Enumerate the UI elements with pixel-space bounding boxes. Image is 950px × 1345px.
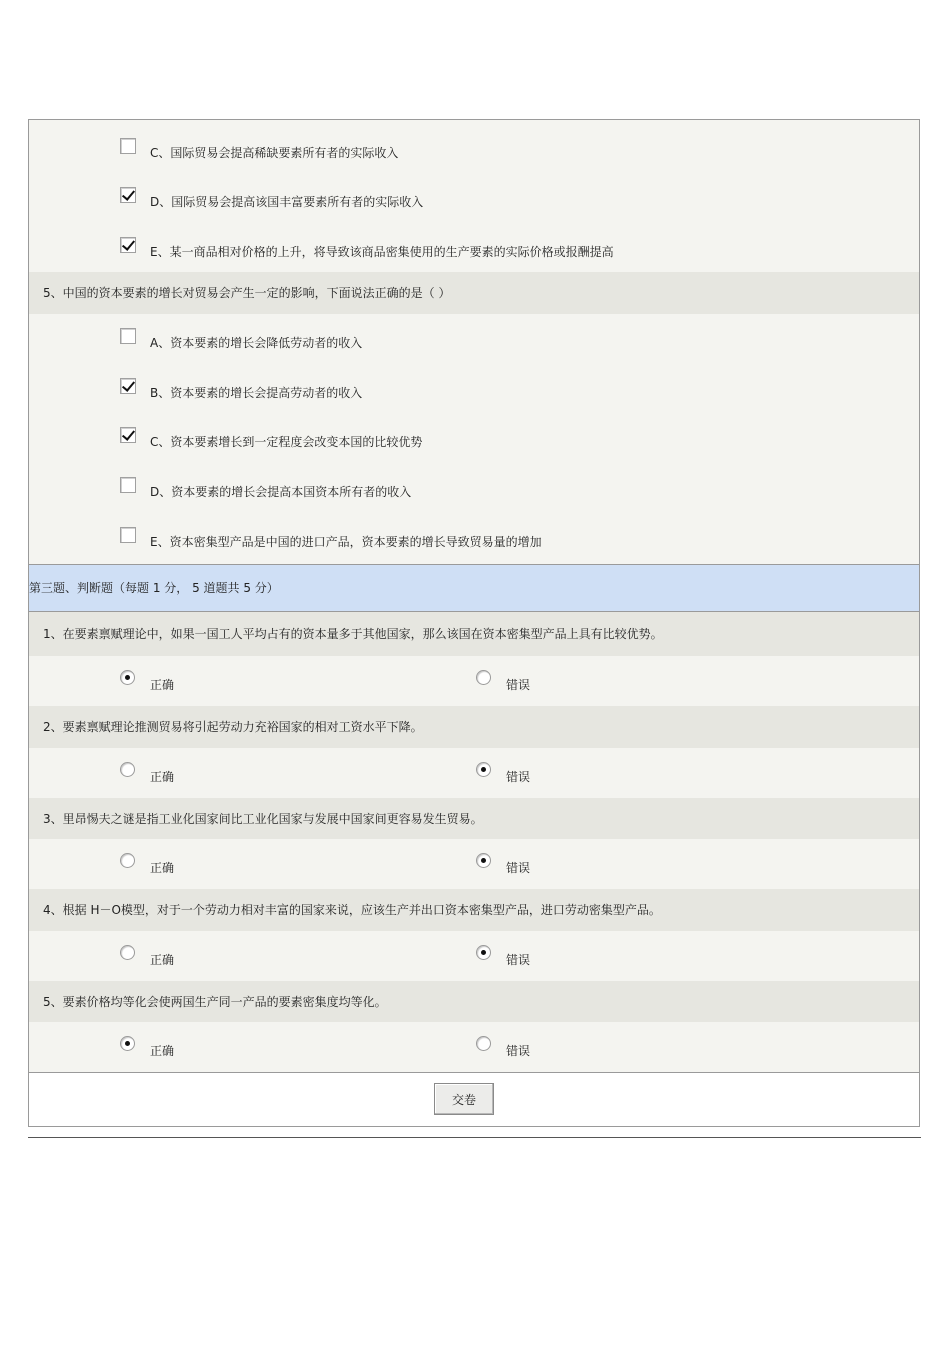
divider [28,1137,921,1138]
false-label: 错误 [506,678,531,692]
tf-answer-row [29,839,919,889]
question-text: 4、根据 H－O模型，对于一个劳动力相对丰富的国家来说，应该生产并出口资本密集型产品，进口劳动密集型产品。 [43,903,661,917]
checkbox[interactable] [120,427,136,443]
question-text: 3、里昂惕夫之谜是指工业化国家间比工业化国家与发展中国家间更容易发生贸易。 [43,812,483,826]
radio-button[interactable] [120,853,135,868]
true-label: 正确 [150,770,175,784]
section-header [29,564,919,612]
checkbox[interactable] [120,527,136,543]
radio-button[interactable] [476,945,491,960]
radio-button[interactable] [120,945,135,960]
tf-question-row [29,706,919,748]
tf-answer-row [29,748,919,798]
form-footer [29,1072,919,1126]
question-text: 2、要素禀赋理论推测贸易将引起劳动力充裕国家的相对工资水平下降。 [43,720,423,734]
section-title: 第三题、判断题（每题 1 分， 5 道题共 5 分） [29,581,279,595]
option-label: D、资本要素的增长会提高本国资本所有者的收入 [150,485,412,499]
true-label: 正确 [150,861,175,875]
radio-button[interactable] [476,853,491,868]
tf-question-row [29,612,919,656]
false-label: 错误 [506,953,531,967]
radio-button[interactable] [476,670,491,685]
radio-button[interactable] [476,762,491,777]
option-label: A、资本要素的增长会降低劳动者的收入 [150,336,363,350]
option-label: E、资本密集型产品是中国的进口产品，资本要素的增长导致贸易量的增加 [150,535,542,549]
checkbox[interactable] [120,477,136,493]
tf-answer-row [29,1022,919,1072]
submit-button[interactable]: 交卷 [434,1083,494,1115]
exam-frame [28,119,920,1127]
q5-options-block [29,314,919,564]
question-text: 5、要素价格均等化会使两国生产同一产品的要素密集度均等化。 [43,995,387,1009]
question-text: 1、在要素禀赋理论中，如果一国工人平均占有的资本量多于其他国家，那么该国在资本密集型产品上具有比较优势。 [43,627,663,641]
radio-button[interactable] [120,762,135,777]
true-label: 正确 [150,678,175,692]
tf-answer-row [29,656,919,706]
option-label: C、国际贸易会提高稀缺要素所有者的实际收入 [150,146,399,160]
radio-button[interactable] [476,1036,491,1051]
checkbox[interactable] [120,187,136,203]
true-label: 正确 [150,953,175,967]
option-label: C、资本要素增长到一定程度会改变本国的比较优势 [150,435,423,449]
tf-question-row [29,798,919,839]
checkbox[interactable] [120,138,136,154]
question-text: 5、中国的资本要素的增长对贸易会产生一定的影响，下面说法正确的是（ ） [43,286,451,300]
true-label: 正确 [150,1044,175,1058]
false-label: 错误 [506,770,531,784]
radio-button[interactable] [120,1036,135,1051]
false-label: 错误 [506,861,531,875]
option-label: B、资本要素的增长会提高劳动者的收入 [150,386,363,400]
option-label: D、国际贸易会提高该国丰富要素所有者的实际收入 [150,195,424,209]
tf-answer-row [29,931,919,981]
checkbox[interactable] [120,237,136,253]
radio-button[interactable] [120,670,135,685]
tf-question-row [29,889,919,931]
q5-question-row [29,272,919,314]
checkbox[interactable] [120,378,136,394]
checkbox[interactable] [120,328,136,344]
option-label: E、某一商品相对价格的上升，将导致该商品密集使用的生产要素的实际价格或报酬提高 [150,245,614,259]
q4-options-block [29,120,919,272]
false-label: 错误 [506,1044,531,1058]
tf-question-row [29,981,919,1022]
